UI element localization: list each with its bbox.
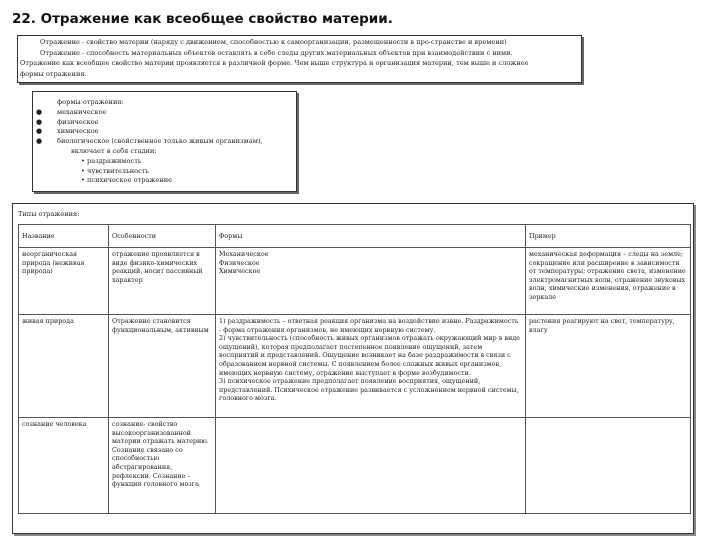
reflection-types-table xyxy=(18,224,691,514)
features-cell: Отражение становится функциональным, активным xyxy=(109,315,216,418)
page-title: 22. Отражение как всеобщее свойство материи. xyxy=(12,11,393,27)
table-row xyxy=(19,315,691,418)
stage-item: • чувствительность xyxy=(81,166,150,175)
forms-cell xyxy=(216,418,526,514)
table-row xyxy=(19,248,691,315)
forms-cell: 1) раздражимость – ответная реакция организма на воздействие извне. Раздражимость - форма отражения организмов, не имеющих нервную систему. 2) чувствительность (способность живых организмов отражать окружающий мир в виде ощущений), которая предполагает постепенное появление ощущений, затем восприятий и представлений. Ощущение возникает на базе раздражимости в связи с образованием нервной системы. С появлением более сложных живых организмов, имеющих нервную систему, отражение выступает в форме возбудимости. 3) психическое отражение предполагает появление восприятия, ощущений, представлений. Психическое отражение развивается с усложнением нервной системы, головного мозга. xyxy=(216,315,526,418)
definition-box xyxy=(17,35,582,83)
bullet-icon: ● xyxy=(36,117,43,126)
column-header: Особенности xyxy=(109,225,216,248)
forms-heading: формы отражения: xyxy=(57,98,124,106)
bullet-icon: ● xyxy=(36,127,43,136)
column-header: Название xyxy=(19,225,109,248)
definition-line-1: Отражение - свойство материи (наряду с движением, способностью к самоорганизации, размещенности в про-странстве и времени) xyxy=(40,38,507,46)
reflection-types-frame xyxy=(12,203,694,534)
example-cell: механическая деформация – следы на земле; сокращение или расширение в зависимости от температуры; отражение света, изменение электромагнитных волн, отражение звуковых волн, химические изменения, отражение в зеркале xyxy=(526,248,691,315)
definition-line-2: Отражение - способность материальных объектов оставлять в себе следы других материальных объектов при взаимодействии с ними. xyxy=(40,48,513,57)
type-name-cell: неорганическая природа (неживая природа) xyxy=(19,248,109,315)
type-name-cell: живая природа xyxy=(19,315,109,418)
example-cell xyxy=(526,418,691,514)
definition-line-3: Отражение как всеобщее свойство материи проявляется в различной форме. Чем выше структура и организация материи, тем выше и сложнее xyxy=(20,59,529,68)
example-cell: растения реагируют на свет, температуру, влагу xyxy=(526,315,691,418)
bullet-icon: ● xyxy=(36,137,43,146)
forms-cell: Механическое Физическое Химическое xyxy=(216,248,526,315)
table-row xyxy=(19,418,691,514)
list-item: ● механическое xyxy=(36,107,107,116)
list-item: ● химическое xyxy=(36,127,99,136)
reflection-forms-box xyxy=(32,91,297,192)
table-header-row xyxy=(19,225,691,248)
stage-item: • раздражимость xyxy=(81,156,142,165)
stage-item: • психическое отражение xyxy=(81,176,173,185)
definition-line-4: формы отражения. xyxy=(20,69,87,78)
column-header: Формы xyxy=(216,225,526,248)
types-caption: Типы отражения: xyxy=(18,210,80,218)
type-name-cell: сознание человека xyxy=(19,418,109,514)
features-cell: отражение проявляется в виде физико-химических реакций, носит пассивный характер xyxy=(109,248,216,315)
stages-heading: включает в себя стадии: xyxy=(71,146,157,155)
features-cell: сознание- свойство высокоорганизованной материи отражать материю. Сознание связано со способностью абстрагирования, рефлексии. Сознание – функция головного мозга xyxy=(109,418,216,514)
column-header: Пример xyxy=(526,225,691,248)
bullet-icon: ● xyxy=(36,107,43,116)
list-item: ● физическое xyxy=(36,117,99,126)
list-item: ● биологическое (свойственное только живым организмам), xyxy=(36,137,263,146)
